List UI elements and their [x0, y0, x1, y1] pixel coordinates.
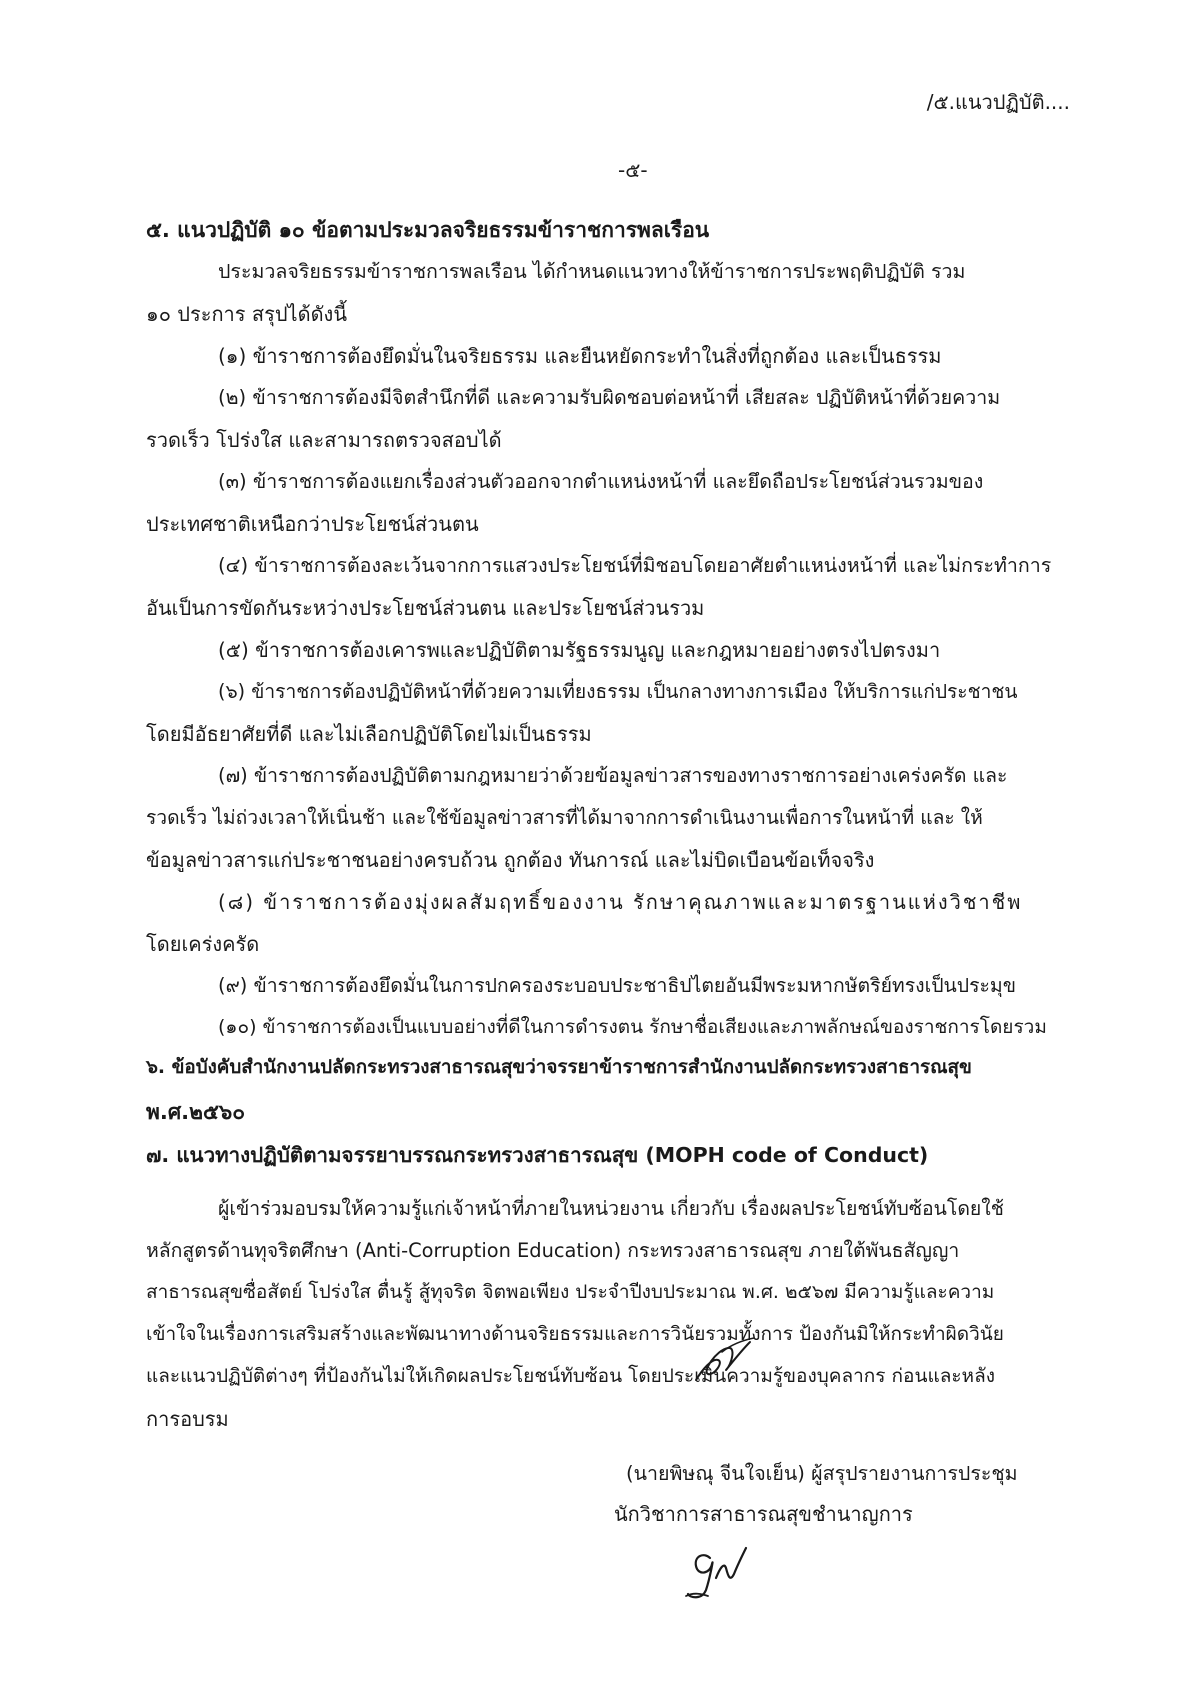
summary-line-5: และแนวปฏิบัติต่างๆ ที่ป้องกันไม่ให้เกิดผลประโยชน์ทับซ้อน โดยประเมินความรู้ของบุคลากร ก่อนและหลัง [146, 1365, 995, 1387]
ethics-item-4-cont: อันเป็นการขัดกันระหว่างประโยชน์ส่วนตน และประโยชน์ส่วนรวม [146, 596, 705, 620]
summary-line-6: การอบรม [146, 1407, 229, 1431]
ethics-item-6-cont: โดยมีอัธยาศัยที่ดี และไม่เลือกปฏิบัติโดยไม่เป็นธรรม [146, 722, 592, 746]
ethics-item-5: (๕) ข้าราชการต้องเคารพและปฏิบัติตามรัฐธรรมนูญ และกฎหมายอย่างตรงไปตรงมา [218, 638, 941, 662]
initials-signature [688, 1330, 758, 1390]
ethics-item-10: (๑๐) ข้าราชการต้องเป็นแบบอย่างที่ดีในการดำรงตน รักษาชื่อเสียงและภาพลักษณ์ของราชการโดยรวม [218, 1016, 1047, 1038]
summary-line-3: สาธารณสุขซื่อสัตย์ โปร่งใส ตื่นรู้ สู้ทุจริต จิตพอเพียง ประจำปีงบประมาณ พ.ศ. ๒๕๖๗ มีความรู้และความ [146, 1281, 995, 1303]
section-5-heading: ๕. แนวปฏิบัติ ๑๐ ข้อตามประมวลจริยธรรมข้าราชการพลเรือน [146, 218, 710, 242]
ethics-item-6: (๖) ข้าราชการต้องปฏิบัติหน้าที่ด้วยความเที่ยงธรรม เป็นกลางทางการเมือง ให้บริการแก่ประชาชน [218, 680, 1018, 703]
ethics-item-2-cont: รวดเร็ว โปร่งใส และสามารถตรวจสอบได้ [146, 428, 502, 452]
section-6-heading: ๖. ข้อบังคับสำนักงานปลัดกระทรวงสาธารณสุขว่าจรรยาข้าราชการสำนักงานปลัดกระทรวงสาธารณสุข [146, 1057, 972, 1078]
page-number: -๕- [618, 158, 648, 182]
ethics-item-3-cont: ประเทศชาติเหนือกว่าประโยชน์ส่วนตน [146, 512, 479, 536]
summary-line-4: เข้าใจในเรื่องการเสริมสร้างและพัฒนาทางด้านจริยธรรมและการวินัยรวมทั้งการ ป้องกันมิให้กระทำผิดวินัย [146, 1323, 1004, 1345]
ethics-item-2: (๒) ข้าราชการต้องมีจิตสำนึกที่ดี และความรับผิดชอบต่อหน้าที่ เสียสละ ปฏิบัติหน้าที่ด้วยความ [218, 386, 1001, 409]
ethics-item-4: (๔) ข้าราชการต้องละเว้นจากการแสวงประโยชน์ที่มิชอบโดยอาศัยตำแหน่งหน้าที่ และไม่กระทำการ [218, 554, 1052, 577]
ethics-item-3: (๓) ข้าราชการต้องแยกเรื่องส่วนตัวออกจากตำแหน่งหน้าที่ และยึดถือประโยชน์ส่วนรวมของ [218, 470, 984, 493]
section-5-intro-line-1: ประมวลจริยธรรมข้าราชการพลเรือน ได้กำหนดแนวทางให้ข้าราชการประพฤติปฏิบัติ รวม [218, 260, 966, 283]
handwritten-signature [680, 1538, 770, 1608]
section-6-heading-year: พ.ศ.๒๕๖๐ [146, 1100, 246, 1124]
summary-line-2: หลักสูตรด้านทุจริตศึกษา (Anti-Corruption Education) กระทรวงสาธารณสุข ภายใต้พันธสัญญา [146, 1239, 960, 1262]
ethics-item-9: (๙) ข้าราชการต้องยึดมั่นในการปกครองระบอบประชาธิปไตยอันมีพระมหากษัตริย์ทรงเป็นประมุข [218, 974, 1016, 997]
ethics-item-7: (๗) ข้าราชการต้องปฏิบัติตามกฎหมายว่าด้วยข้อมูลข่าวสารของทางราชการอย่างเคร่งครัด และ [218, 764, 1008, 787]
reporter-position: นักวิชาการสาธารณสุขชำนาญการ [614, 1502, 913, 1526]
continuation-marker: /๕.แนวปฏิบัติ.... [926, 90, 1070, 114]
summary-line-1: ผู้เข้าร่วมอบรมให้ความรู้แก่เจ้าหน้าที่ภายในหน่วยงาน เกี่ยวกับ เรื่องผลประโยชน์ทับซ้อนโดยใช้ [218, 1197, 1004, 1220]
ethics-item-1: (๑) ข้าราชการต้องยึดมั่นในจริยธรรม และยืนหยัดกระทำในสิ่งที่ถูกต้อง และเป็นธรรม [218, 344, 942, 368]
ethics-item-7-cont-1: รวดเร็ว ไม่ถ่วงเวลาให้เนิ่นช้า และใช้ข้อมูลข่าวสารที่ได้มาจากการดำเนินงานเพื่อการในหน้าที่ และ ให้ [146, 806, 983, 829]
ethics-item-8-cont: โดยเคร่งครัด [146, 932, 260, 956]
section-5-intro-line-2: ๑๐ ประการ สรุปได้ดังนี้ [146, 302, 347, 326]
ethics-item-7-cont-2: ข้อมูลข่าวสารแก่ประชาชนอย่างครบถ้วน ถูกต้อง ทันการณ์ และไม่บิดเบือนข้อเท็จจริง [146, 848, 875, 872]
ethics-item-8: (๘) ข้าราชการต้องมุ่งผลสัมฤทธิ์ของงาน รักษาคุณภาพและมาตรฐานแห่งวิชาชีพ [218, 890, 1023, 914]
section-7-heading: ๗. แนวทางปฏิบัติตามจรรยาบรรณกระทรวงสาธารณสุข (MOPH code of Conduct) [146, 1143, 929, 1167]
reporter-name-line: (นายพิษณุ จีนใจเย็น) ผู้สรุปรายงานการประชุม [626, 1462, 1018, 1485]
